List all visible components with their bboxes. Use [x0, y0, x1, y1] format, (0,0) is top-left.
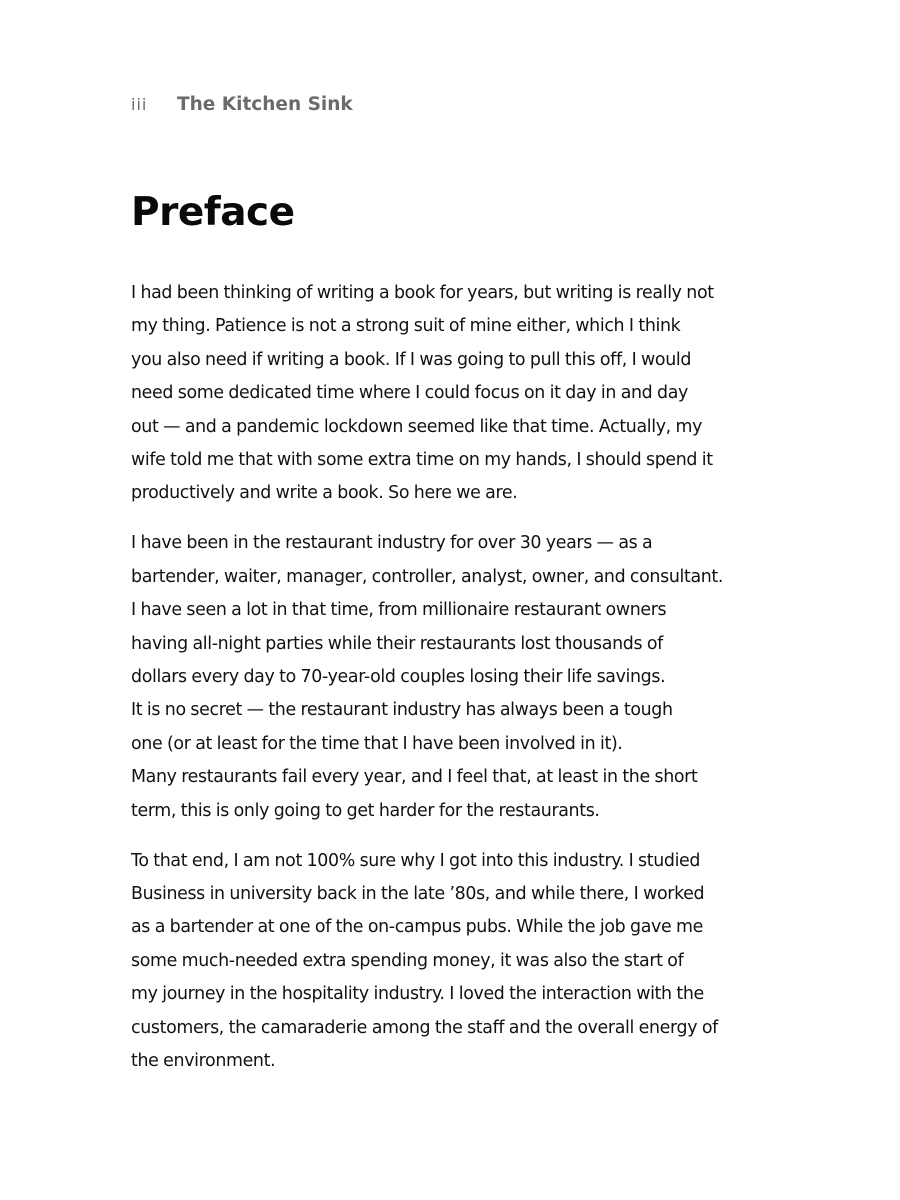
text-line: my thing. Patience is not a strong suit of mine either, which I think: [131, 316, 681, 337]
text-line: dollars every day to 70-year-old couples losing their life savings.: [131, 666, 666, 687]
text-line: term, this is only going to get harder for the restaurants.: [131, 800, 600, 821]
paragraph-2: [131, 527, 771, 828]
text-line: as a bartender at one of the on-campus pubs. While the job gave me: [131, 917, 703, 938]
text-line: Business in university back in the late ’80s, and while there, I worked: [131, 883, 705, 904]
text-line: I have been in the restaurant industry for over 30 years — as a: [131, 533, 653, 554]
page-number: iii: [131, 95, 148, 114]
text-line: I have seen a lot in that time, from millionaire restaurant owners: [131, 600, 667, 621]
text-line: customers, the camaraderie among the staff and the overall energy of: [131, 1017, 718, 1038]
text-line: having all-night parties while their restaurants lost thousands of: [131, 633, 663, 654]
text-line: It is no secret — the restaurant industry has always been a tough: [131, 700, 673, 721]
text-line: I had been thinking of writing a book for years, but writing is really not: [131, 283, 714, 303]
text-line: wife told me that with some extra time on my hands, I should spend it: [131, 450, 713, 471]
text-line: To that end, I am not 100% sure why I got into this industry. I studied: [131, 850, 701, 871]
text-line: out — and a pandemic lockdown seemed like that time. Actually, my: [131, 416, 703, 437]
body-text: [131, 277, 771, 1095]
running-header: [131, 94, 353, 115]
paragraph-3: [131, 845, 771, 1079]
text-line: you also need if writing a book. If I was going to pull this off, I would: [131, 349, 692, 370]
text-line: bartender, waiter, manager, controller, analyst, owner, and consultant.: [131, 566, 724, 587]
text-line: need some dedicated time where I could focus on it day in and day: [131, 383, 688, 404]
paragraph-1: [131, 277, 771, 511]
text-line: productively and write a book. So here we are.: [131, 483, 518, 504]
chapter-title: Preface: [131, 190, 295, 235]
text-line: one (or at least for the time that I have been involved in it).: [131, 733, 623, 754]
text-line: some much-needed extra spending money, it was also the start of: [131, 950, 684, 971]
text-line: the environment.: [131, 1050, 276, 1071]
book-title: The Kitchen Sink: [177, 94, 353, 115]
text-line: my journey in the hospitality industry. I loved the interaction with the: [131, 984, 704, 1005]
text-line: Many restaurants fail every year, and I feel that, at least in the short: [131, 767, 698, 788]
